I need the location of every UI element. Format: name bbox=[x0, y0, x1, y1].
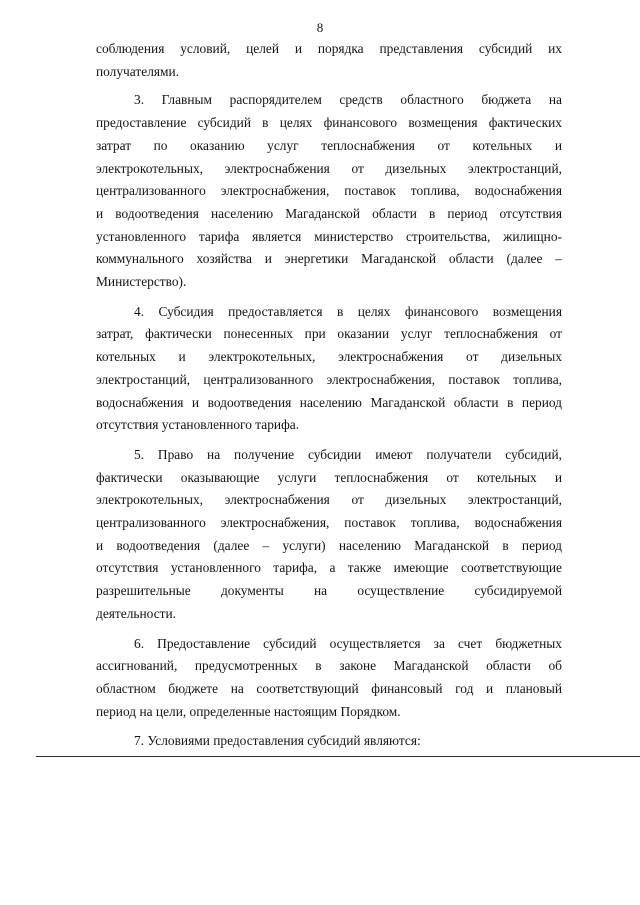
text-line: областном бюджете на соответствующий финансовый год и плановый bbox=[96, 680, 562, 696]
text-line: 5. Право на получение субсидии имеют получатели субсидий, bbox=[134, 446, 562, 462]
text-line: электрокотельных, электроснабжения от дизельных электростанций, bbox=[96, 492, 562, 508]
scan-divider-line bbox=[36, 756, 640, 757]
text-line: деятельности. bbox=[96, 605, 177, 621]
text-line: разрешительные документы на осуществление субсидируемой bbox=[96, 583, 562, 599]
paragraph-5 bbox=[96, 444, 562, 626]
text-line: 7. Условиями предоставления субсидий являются: bbox=[134, 733, 421, 749]
text-line: соблюдения условий, целей и порядка представления субсидий их bbox=[96, 41, 562, 56]
text-line: Министерство). bbox=[96, 274, 187, 290]
text-line: отсутствия установленного тарифа, а также имеющие соответствующие bbox=[96, 560, 562, 576]
text-line: централизованного электроснабжения, поставок топлива, водоснабжения bbox=[96, 183, 562, 199]
paragraph-continuation bbox=[96, 38, 562, 83]
text-line: предоставление субсидий в целях финансового возмещения фактических bbox=[96, 115, 562, 131]
text-line: электростанций, централизованного электроснабжения, поставок топлива, bbox=[96, 371, 562, 387]
page-number: 8 bbox=[316, 20, 324, 35]
text-line: затрат, фактически понесенных при оказании услуг теплоснабжения от bbox=[96, 326, 562, 342]
text-line: водоснабжения и водоотведения населению Магаданской области в период bbox=[96, 394, 562, 410]
text-line: электрокотельных, электроснабжения от дизельных электростанций, bbox=[96, 160, 562, 176]
paragraph-3 bbox=[96, 89, 562, 293]
text-line: 4. Субсидия предоставляется в целях финансового возмещения bbox=[134, 303, 562, 319]
document-body bbox=[96, 38, 562, 753]
text-line: ассигнований, предусмотренных в законе Магаданской области об bbox=[96, 658, 562, 674]
text-line: период на цели, определенные настоящим Порядком. bbox=[96, 703, 401, 719]
text-line: коммунального хозяйства и энергетики Магаданской области (далее – bbox=[96, 251, 562, 267]
text-line: затрат по оказанию услуг теплоснабжения от котельных и bbox=[96, 137, 562, 153]
text-line: установленного тарифа является министерство строительства, жилищно- bbox=[96, 228, 562, 244]
text-line: 3. Главным распорядителем средств областного бюджета на bbox=[134, 92, 562, 108]
text-line: получателями. bbox=[96, 63, 180, 79]
paragraph-7 bbox=[96, 730, 562, 753]
text-line: централизованного электроснабжения, поставок топлива, водоснабжения bbox=[96, 515, 562, 531]
text-line: и водоотведения населению Магаданской области в период отсутствия bbox=[96, 205, 562, 221]
text-line: 6. Предоставление субсидий осуществляется за счет бюджетных bbox=[134, 635, 562, 651]
paragraph-6 bbox=[96, 633, 562, 724]
paragraph-4 bbox=[96, 301, 562, 437]
text-line: и водоотведения (далее – услуги) населению Магаданской в период bbox=[96, 537, 562, 553]
text-line: котельных и электрокотельных, электроснабжения от дизельных bbox=[96, 349, 562, 365]
text-line: фактически оказывающие услуги теплоснабжения от котельных и bbox=[96, 469, 562, 485]
text-line: отсутствия установленного тарифа. bbox=[96, 417, 300, 433]
